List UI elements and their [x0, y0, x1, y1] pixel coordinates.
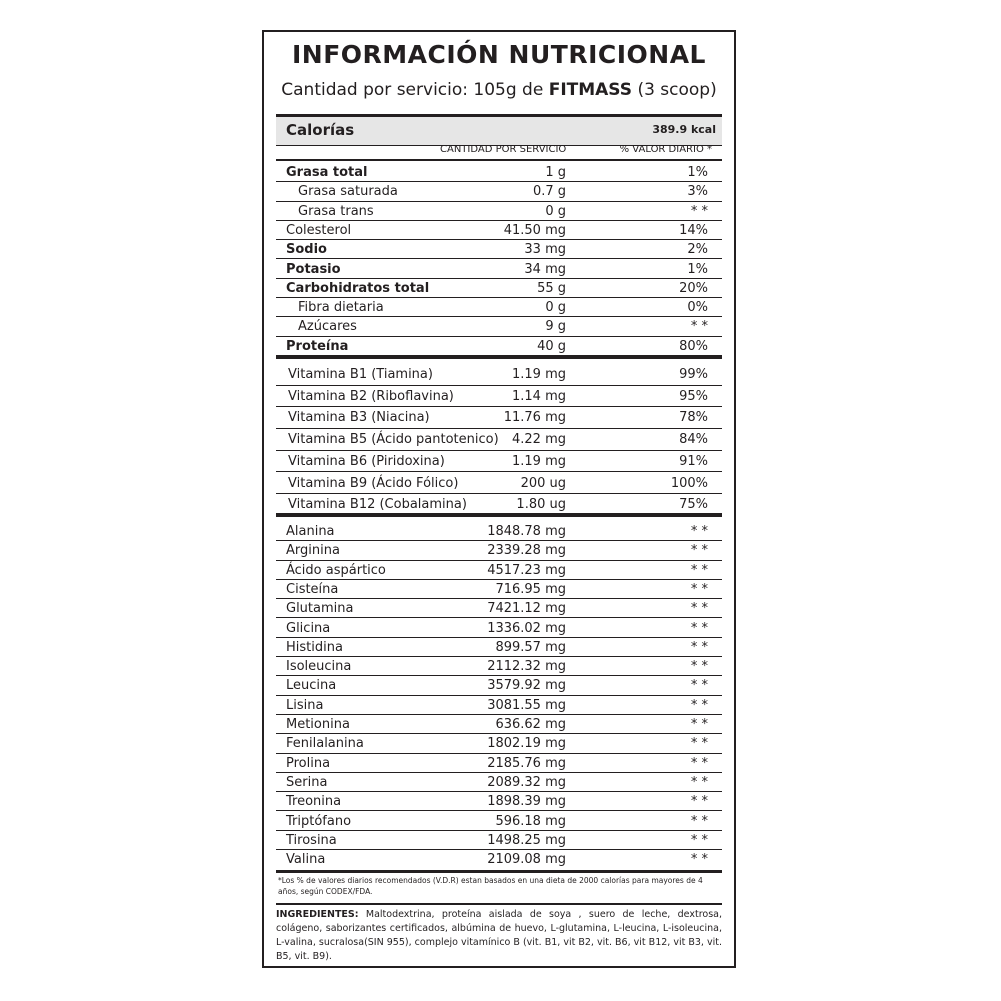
nutrient-daily-value: * *: [690, 774, 708, 790]
nutrient-row: [276, 317, 722, 336]
nutrient-amount: 33 mg: [524, 242, 566, 258]
amino-acid-row: [276, 792, 722, 811]
nutrient-name: Glutamina: [286, 601, 354, 617]
amino-acid-row: [276, 773, 722, 792]
nutrient-amount: 1.14 mg: [512, 388, 566, 404]
ingredients-label: INGREDIENTES:: [276, 909, 359, 920]
nutrient-amount: 0.7 g: [532, 184, 566, 200]
nutrient-amount: 636.62 mg: [495, 717, 566, 732]
nutrient-name: Vitamina B3 (Niacina): [288, 410, 430, 426]
nutrient-daily-value: 3%: [687, 184, 708, 200]
nutrient-amount: 1898.39 mg: [487, 794, 566, 810]
nutrient-amount: 200 ug: [520, 475, 566, 491]
column-header-daily-value: % VALOR DIARIO *: [619, 144, 712, 155]
amino-acid-row: [276, 696, 722, 715]
nutrient-amount: 1 g: [545, 165, 566, 180]
vitamin-row: [276, 473, 722, 495]
nutrient-name: Serina: [286, 774, 328, 790]
nutrient-name: Tirosina: [286, 832, 337, 848]
nutrient-name: Metionina: [286, 717, 350, 732]
nutrient-row: [276, 182, 722, 201]
nutrient-daily-value: 2%: [687, 242, 708, 258]
nutrient-amount: 11.76 mg: [503, 410, 566, 426]
nutrient-name: Isoleucina: [286, 659, 352, 675]
nutrient-daily-value: 95%: [679, 388, 708, 404]
amino-acid-row: [276, 541, 722, 560]
nutrient-name: Sodio: [286, 242, 327, 258]
nutrient-row: [276, 202, 722, 221]
calories-value: 389.9 kcal: [652, 123, 716, 136]
nutrient-name: Prolina: [286, 755, 331, 771]
nutrient-daily-value: 1%: [687, 165, 708, 180]
nutrient-daily-value: * *: [690, 659, 708, 675]
nutrient-daily-value: 75%: [679, 497, 708, 513]
nutrient-name: Glicina: [286, 620, 331, 636]
nutrient-daily-value: 84%: [679, 432, 708, 448]
nutrient-name: Valina: [286, 852, 326, 868]
serving-brand: FITMASS: [548, 80, 633, 100]
nutrient-name: Lisina: [286, 697, 324, 713]
amino-acid-row: [276, 657, 722, 676]
amino-acid-row: [276, 715, 722, 734]
nutrient-daily-value: 20%: [679, 280, 708, 296]
nutrient-amount: 2109.08 mg: [487, 852, 566, 868]
section-divider-vitamins: [276, 355, 722, 359]
vitamin-row: [276, 407, 722, 429]
nutrient-daily-value: 99%: [679, 367, 708, 382]
amino-acid-row: [276, 561, 722, 580]
nutrient-amount: 1802.19 mg: [487, 736, 566, 752]
nutrient-amount: 0 g: [545, 203, 566, 219]
nutrition-facts-label: [262, 30, 736, 968]
nutrient-row: [276, 221, 722, 240]
nutrient-daily-value: * *: [690, 639, 708, 655]
nutrient-name: Fenilalanina: [286, 736, 364, 752]
amino-acid-row: [276, 599, 722, 618]
nutrient-row: [276, 298, 722, 317]
vitamin-row: [276, 364, 722, 386]
nutrient-row: [276, 240, 722, 259]
nutrient-daily-value: * *: [690, 755, 708, 771]
nutrient-name: Carbohidratos total: [286, 280, 430, 296]
amino-acid-row: [276, 638, 722, 657]
nutrient-row: [276, 279, 722, 298]
nutrient-amount: 899.57 mg: [495, 639, 566, 655]
amino-acid-row: [276, 522, 722, 541]
nutrient-daily-value: 100%: [670, 475, 708, 491]
nutrient-daily-value: * *: [690, 601, 708, 617]
nutrient-amount: 1336.02 mg: [487, 620, 566, 636]
nutrient-daily-value: * *: [690, 203, 708, 219]
nutrient-daily-value: * *: [690, 678, 708, 694]
nutrient-amount: 2339.28 mg: [487, 543, 566, 559]
nutrient-daily-value: * *: [690, 543, 708, 559]
amino-acid-row: [276, 831, 722, 850]
nutrient-daily-value: * *: [690, 562, 708, 578]
nutrient-daily-value: 80%: [679, 338, 708, 354]
nutrient-amount: 1.19 mg: [512, 453, 566, 469]
nutrient-amount: 7421.12 mg: [487, 601, 566, 617]
calories-band: [276, 114, 722, 146]
nutrient-name: Potasio: [286, 261, 341, 277]
nutrient-name: Vitamina B12 (Cobalamina): [288, 497, 467, 513]
ingredients: [276, 908, 722, 964]
nutrient-name: Vitamina B9 (Ácido Fólico): [288, 475, 459, 491]
nutrient-amount: 41.50 mg: [503, 222, 566, 238]
nutrient-amount: 2112.32 mg: [487, 659, 566, 675]
nutrient-daily-value: * *: [690, 697, 708, 713]
nutrient-name: Fibra dietaria: [298, 300, 384, 316]
nutrient-amount: 40 g: [537, 338, 566, 354]
nutrient-amount: 34 mg: [524, 261, 566, 277]
section-divider-footnote: [276, 870, 722, 873]
nutrient-name: Cisteína: [286, 581, 339, 597]
nutrient-daily-value: * *: [690, 813, 708, 829]
nutrient-amount: 2089.32 mg: [487, 774, 566, 790]
nutrient-daily-value: * *: [690, 717, 708, 732]
nutrient-name: Leucina: [286, 678, 337, 694]
ingredients-text: Maltodextrina, proteína aislada de soya , suero de leche, dextrosa, colágeno, saborizantes certificados, albúmina de huevo, L-glutamina, L-leucina, L-isoleucina, L-valina, sucralosa(SIN 955), complejo vitamínico B (vit. B1, vit B2, vit. B6, vit B12, vit B3, vit. B5, vit. B9).: [276, 909, 722, 962]
amino-acid-row: [276, 754, 722, 773]
amino-acid-row: [276, 812, 722, 831]
amino-acid-row: [276, 580, 722, 599]
nutrient-name: Vitamina B2 (Riboflavina): [288, 388, 454, 404]
nutrient-amount: 9 g: [545, 319, 566, 335]
nutrient-name: Azúcares: [298, 319, 357, 335]
amino-acid-row: [276, 734, 722, 753]
nutrient-name: Ácido aspártico: [286, 562, 386, 578]
nutrient-name: Alanina: [286, 524, 335, 539]
calories-label: Calorías: [286, 121, 355, 139]
nutrient-amount: 1.80 ug: [516, 497, 566, 513]
nutrient-name: Proteína: [286, 338, 349, 354]
nutrient-name: Vitamina B5 (Ácido pantotenico): [288, 432, 499, 448]
daily-value-footnote: *Los % de valores diarios recomendados (V.D.R) estan basados en una dieta de 2000 calorías para mayores de 4 años, según CODEX/FDA.: [278, 876, 703, 896]
nutrient-name: Triptófano: [286, 813, 352, 829]
nutrient-amount: 55 g: [537, 280, 566, 296]
nutrient-amount: 3579.92 mg: [487, 678, 566, 694]
label-title: INFORMACIÓN NUTRICIONAL: [292, 40, 706, 69]
nutrient-daily-value: 78%: [679, 410, 708, 426]
nutrient-amount: 4.22 mg: [512, 432, 566, 448]
nutrient-amount: 1.19 mg: [512, 367, 566, 382]
nutrient-amount: 4517.23 mg: [487, 562, 566, 578]
nutrient-daily-value: * *: [690, 832, 708, 848]
nutrient-daily-value: * *: [690, 319, 708, 335]
amino-acid-row: [276, 619, 722, 638]
nutrient-name: Treonina: [286, 794, 342, 810]
nutrient-amount: 716.95 mg: [495, 581, 566, 597]
nutrient-daily-value: * *: [690, 620, 708, 636]
nutrient-daily-value: 0%: [687, 300, 708, 316]
nutrient-name: Histidina: [286, 639, 343, 655]
amino-acid-row: [276, 850, 722, 869]
nutrient-row: [276, 260, 722, 279]
nutrient-name: Grasa trans: [298, 203, 374, 219]
serving-suffix: (3 scoop): [632, 80, 717, 100]
nutrient-row: [276, 163, 722, 182]
serving-size: [264, 80, 734, 100]
section-divider-amino-acids: [276, 513, 722, 517]
nutrient-daily-value: 91%: [679, 453, 708, 469]
nutrient-name: Arginina: [286, 543, 340, 559]
amino-acid-row: [276, 676, 722, 695]
nutrient-daily-value: * *: [690, 852, 708, 868]
section-divider-ingredients: [276, 903, 722, 905]
column-header-amount: CANTIDAD POR SERVICIO: [440, 144, 567, 155]
serving-prefix: Cantidad por servicio: 105g de: [281, 80, 549, 100]
nutrient-amount: 1498.25 mg: [487, 832, 566, 848]
nutrient-amount: 0 g: [545, 300, 566, 316]
nutrient-daily-value: * *: [690, 736, 708, 752]
vitamin-row: [276, 451, 722, 473]
nutrient-name: Grasa saturada: [298, 184, 398, 200]
nutrient-amount: 596.18 mg: [495, 813, 566, 829]
vitamin-row: [276, 386, 722, 408]
nutrient-name: Vitamina B1 (Tiamina): [288, 367, 433, 382]
nutrient-daily-value: * *: [690, 524, 708, 539]
nutrient-daily-value: 14%: [679, 222, 708, 238]
nutrient-daily-value: * *: [690, 581, 708, 597]
nutrient-daily-value: * *: [690, 794, 708, 810]
vitamin-row: [276, 429, 722, 451]
nutrient-amount: 1848.78 mg: [487, 524, 566, 539]
nutrient-row: [276, 337, 722, 356]
nutrient-name: Colesterol: [286, 222, 352, 238]
header-divider: [276, 159, 722, 161]
nutrient-name: Vitamina B6 (Piridoxina): [288, 453, 445, 469]
nutrient-amount: 2185.76 mg: [487, 755, 566, 771]
nutrient-daily-value: 1%: [687, 261, 708, 277]
nutrient-name: Grasa total: [286, 165, 368, 180]
nutrient-amount: 3081.55 mg: [487, 697, 566, 713]
